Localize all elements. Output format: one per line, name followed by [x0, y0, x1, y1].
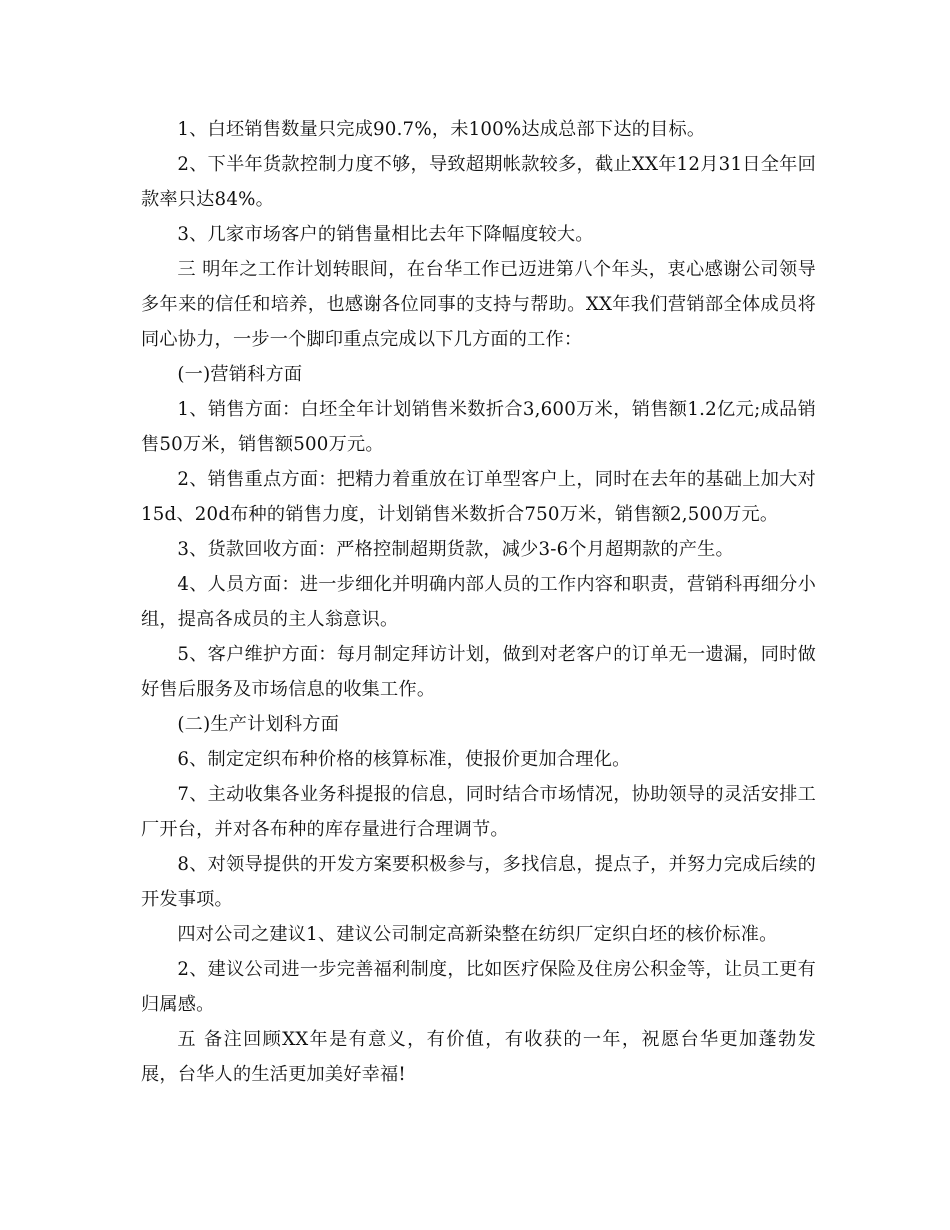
section-3-plan: 三 明年之工作计划转眼间，在台华工作已迈进第八个年头，衷心感谢公司领导多年来的信任和培养，也感谢各位同事的支持与帮助。XX年我们营销部全体成员将同心协力，一步一个脚印重点完成以下几方面的工作： — [141, 259, 816, 350]
paragraph-3: 3、几家市场客户的销售量相比去年下降幅度较大。 — [177, 224, 594, 245]
paragraph-1: 1、白坯销售数量只完成90.7%，未100%达成总部下达的目标。 — [177, 119, 706, 140]
subsection-marketing: (一)营销科方面 — [177, 364, 303, 385]
production-item-7: 7、主动收集各业务科提报的信息，同时结合市场情况，协助领导的灵活安排工厂开台，并对各布种的库存量进行合理调节。 — [141, 784, 816, 840]
marketing-item-2: 2、销售重点方面：把精力着重放在订单型客户上，同时在去年的基础上加大对15d、20d布种的销售力度，计划销售米数折合750万米，销售额2,500万元。 — [141, 469, 816, 525]
document-body — [141, 112, 816, 1092]
marketing-item-3: 3、货款回收方面：严格控制超期货款，减少3-6个月超期款的产生。 — [177, 539, 734, 560]
production-item-6: 6、制定定织布种价格的核算标准，使报价更加合理化。 — [177, 749, 631, 770]
production-item-8: 8、对领导提供的开发方案要积极参与，多找信息，提点子，并努力完成后续的开发事项。 — [141, 854, 816, 910]
suggestion-item-2: 2、建议公司进一步完善福利制度，比如医疗保险及住房公积金等，让员工更有归属感。 — [141, 959, 816, 1015]
section-4-suggestions: 四对公司之建议1、建议公司制定高新染整在纺织厂定织白坯的核价标准。 — [177, 924, 778, 945]
marketing-item-4: 4、人员方面：进一步细化并明确内部人员的工作内容和职责，营销科再细分小组，提高各成员的主人翁意识。 — [141, 574, 816, 630]
subsection-production: (二)生产计划科方面 — [177, 714, 340, 735]
marketing-item-5: 5、客户维护方面：每月制定拜访计划，做到对老客户的订单无一遗漏，同时做好售后服务及市场信息的收集工作。 — [141, 644, 816, 700]
paragraph-2: 2、下半年货款控制力度不够，导致超期帐款较多，截止XX年12月31日全年回款率只达84%。 — [141, 154, 816, 210]
marketing-item-1: 1、销售方面：白坯全年计划销售米数折合3,600万米，销售额1.2亿元;成品销售50万米，销售额500万元。 — [141, 399, 816, 455]
section-5-remarks: 五 备注回顾XX年是有意义，有价值，有收获的一年，祝愿台华更加蓬勃发展，台华人的生活更加美好幸福! — [141, 1029, 816, 1085]
